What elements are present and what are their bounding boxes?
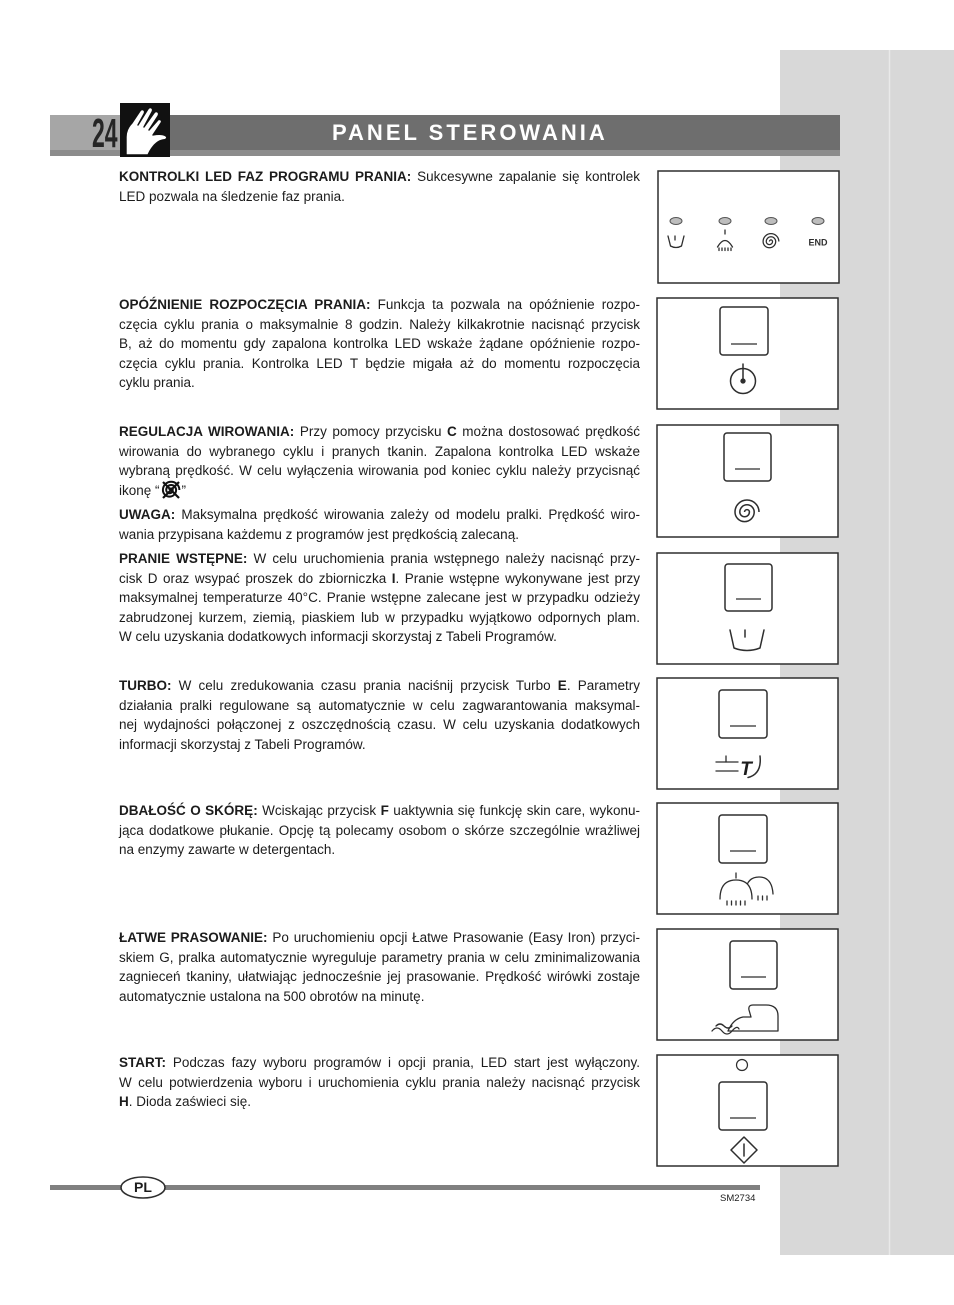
text-line-content [119,948,640,968]
section-heading: START: [119,1055,166,1070]
text-run: . Pranie wstępne wykonywane jest przy [395,570,640,586]
turbo-panel [657,678,838,789]
text-line-content [119,801,640,821]
text-line [119,801,640,821]
text-run: Po uruchomieniu opcji Łatwe Prasowanie (Easy Iron) przyci- [267,930,640,945]
text-line-content [119,461,640,481]
section-delay-start [119,295,640,393]
text-line-content [119,1073,640,1093]
text-line-content [119,967,640,987]
text-run: LED pozwala na śledzenie faz prania. [119,188,345,204]
led-indicator-end [812,218,824,225]
text-line [119,840,640,860]
bold-text: F [380,803,389,818]
section-heading: UWAGA: [119,507,176,522]
no-spin-icon [160,481,182,501]
text-line-content [119,569,640,589]
text-line-content [119,187,345,207]
text-line [119,549,640,569]
text-run: zabrudzonej kurzem, ziemią, piaskiem lub w przypadku wyjątkowo odpornych plam. [119,609,640,625]
text-run: . Parametry [566,678,640,693]
text-line-content [119,422,640,442]
text-line [119,987,640,1007]
text-line [119,715,640,735]
section-heading: REGULACJA WIROWANIA: [119,424,295,439]
text-run: . Dioda zaświeci się. [128,1094,252,1109]
led-phases-panel [658,171,839,283]
text-line-content [119,735,366,755]
text-line-content [119,167,640,187]
skin-care-button [719,815,767,863]
bold-text: E [557,678,567,693]
text-run: wania przypisana każdemu z programów jest prędkością zalecaną. [119,526,519,542]
text-line [119,821,640,841]
text-line [119,735,640,755]
start-button [719,1082,767,1130]
led-indicator-wash [719,218,731,225]
turbo-button [719,690,767,738]
text-run: informacji skorzystaj z Tabeli Programów. [119,736,366,752]
section-led-phases [119,167,640,206]
text-run: wirowania do wybranego cyklu i pranych tkanin. Zapalona kontrolka LED wskaże [119,443,640,459]
text-line [119,627,640,647]
text-run: W celu uruchomienia prania wstępnego należy nacisnąć przy- [247,551,640,566]
text-run: Funkcja ta pozwala na opóźnienie rozpo- [370,297,640,312]
text-line [119,1073,640,1093]
text-run: Wciskając przycisk [257,803,381,818]
text-line-content [119,840,335,860]
text-line [119,588,640,608]
text-line-content [119,928,640,948]
text-run: Maksymalna prędkość wirowania zależy od modelu pralki. Prędkość wiro- [175,507,640,522]
text-run: częcia cyklu prania. Kontrolka LED T będzie migała aż do momentu rozpoczęcia [119,355,640,371]
text-run: działania pralki regulowane są automatycznie w celu zagwarantowania maksymal- [119,697,640,713]
text-run: ” [181,482,187,498]
text-run: na enzymy zawarte w detergentach. [119,842,336,857]
turbo-icon-letter: T [740,759,752,780]
text-run: W celu potwierdzenia wyboru i uruchomienia cyklu prania należy nacisnąć przycisk [119,1074,640,1090]
text-run: częcia cyklu prania o maksymalnie 8 godzin. Należy kilkakrotnie nacisnąć przycisk [119,316,640,332]
text-line-content [119,696,640,716]
text-line [119,1053,640,1073]
text-run: maksymalnej temperaturze 40°C. Pranie wstępne zalecane jest w przypadku odzieży [119,590,640,605]
bold-text: C [447,424,457,439]
text-line-content [119,481,186,501]
prewash-panel [657,553,838,664]
spin-speed-button [724,433,771,481]
text-line-content [119,987,424,1007]
led-indicator-prewash [670,218,682,225]
text-line-content [119,315,640,335]
text-run: automatycznie ustalona na 500 obrotów na minutę. [119,988,425,1004]
text-line [119,608,640,628]
text-line [119,461,640,481]
delay-start-panel [657,298,838,409]
language-badge: PL [134,1179,152,1195]
text-line-content [119,1053,640,1073]
text-run: W celu uzyskania dodatkowych informacji skorzystaj z Tabeli Programów. [119,629,557,644]
section-note [119,505,640,544]
section-heading: PRANIE WSTĘPNE: [119,551,248,566]
text-line [119,373,640,393]
section-easy-iron [119,928,640,1006]
text-line-content [119,549,640,569]
section-prewash [119,549,640,647]
text-line [119,422,640,442]
text-line [119,948,640,968]
text-run: zagnieceń tkaniny, ułatwiając jednocześnie jej prasowanie. Prędkość wirówki zostaje [119,969,640,984]
text-run: Przy pomocy przycisku [294,424,448,439]
text-run: jąca dodatkowe płukanie. Opcję tą polecamy osobom o skórze szczególnie wrażliwej [119,822,640,838]
text-line-content [119,295,640,315]
text-run: nej wydajności połączonej z oszczędnością czasu. W celu uzyskania dodatkowych [119,717,640,732]
text-line [119,569,640,589]
text-run: W celu zredukowania czasu prania naciśnij przycisk Turbo [171,678,558,693]
page-title: PANEL STEROWANIA [332,120,608,145]
text-line [119,525,640,545]
section-start [119,1053,640,1112]
text-run: B, aż do momentu gdy zapalona kontrolka LED wskaże żądane opóźnienie rozpo- [119,336,640,351]
text-line [119,676,640,696]
text-line-content [119,676,640,696]
skin-care-panel [657,803,838,914]
end-label: END [808,237,828,248]
text-run: ikonę “ [119,482,160,498]
led-indicator-spin [765,218,777,225]
text-run: skiem G, pralka automatycznie wyreguluje parametry prania w celu zminimalizowania [119,949,640,965]
text-run: Sukcesywne zapalanie się kontrolek [411,169,640,184]
text-line-content [119,442,640,462]
text-line-content [119,1092,251,1112]
section-heading: TURBO: [119,678,172,693]
text-run: cisk D oraz wsypać proszek do zbiorniczka [119,570,392,586]
bold-text: I [391,570,396,586]
pointing-hand-icon [120,103,170,157]
text-line-content [119,821,640,841]
text-line [119,481,640,501]
text-run: Podczas fazy wyboru programów i opcji prania, LED start jest wyłączony. [166,1055,640,1070]
section-turbo [119,676,640,754]
text-line-content [119,505,640,525]
text-line [119,354,640,374]
text-line-content [119,525,519,545]
text-run: cyklu prania. [119,375,195,390]
section-heading: ŁATWE PRASOWANIE: [119,930,268,945]
text-line [119,334,640,354]
start-panel [657,1055,838,1166]
section-skin-care [119,801,640,860]
section-spin-speed [119,422,640,500]
document-code: SM2734 [720,1193,756,1204]
section-heading: KONTROLKI LED FAZ PROGRAMU PRANIA: [119,169,412,184]
text-line-content [119,373,195,393]
text-line [119,295,640,315]
section-heading: DBAŁOŚĆ O SKÓRĘ: [119,803,258,818]
text-line [119,928,640,948]
text-line [119,187,640,207]
bold-text: H [119,1094,129,1109]
easy-iron-button [730,941,777,989]
text-line [119,696,640,716]
text-line [119,1092,640,1112]
text-run: wybraną prędkość. W celu wyłączenia wirowania pod koniec cyklu należy przycisnąć [119,463,640,478]
spin-speed-panel [657,425,838,537]
text-line [119,315,640,335]
text-line-content [119,588,640,608]
section-heading: OPÓŹNIENIE ROZPOCZĘCIA PRANIA: [119,297,371,312]
text-line-content [119,715,640,735]
prewash-button [725,564,772,611]
text-line-content [119,608,640,628]
text-line [119,505,640,525]
delay-start-button [720,307,768,355]
page-number: 24 [92,110,118,156]
start-led [737,1060,748,1071]
text-line [119,967,640,987]
text-run: uaktywnia się funkcję skin care, wykonu- [388,803,640,818]
text-line-content [119,354,640,374]
text-line [119,442,640,462]
easy-iron-panel [657,929,838,1040]
text-line-content [119,334,640,354]
text-run: można dostosować prędkość [456,424,640,439]
text-line-content [119,627,557,647]
text-line [119,167,640,187]
